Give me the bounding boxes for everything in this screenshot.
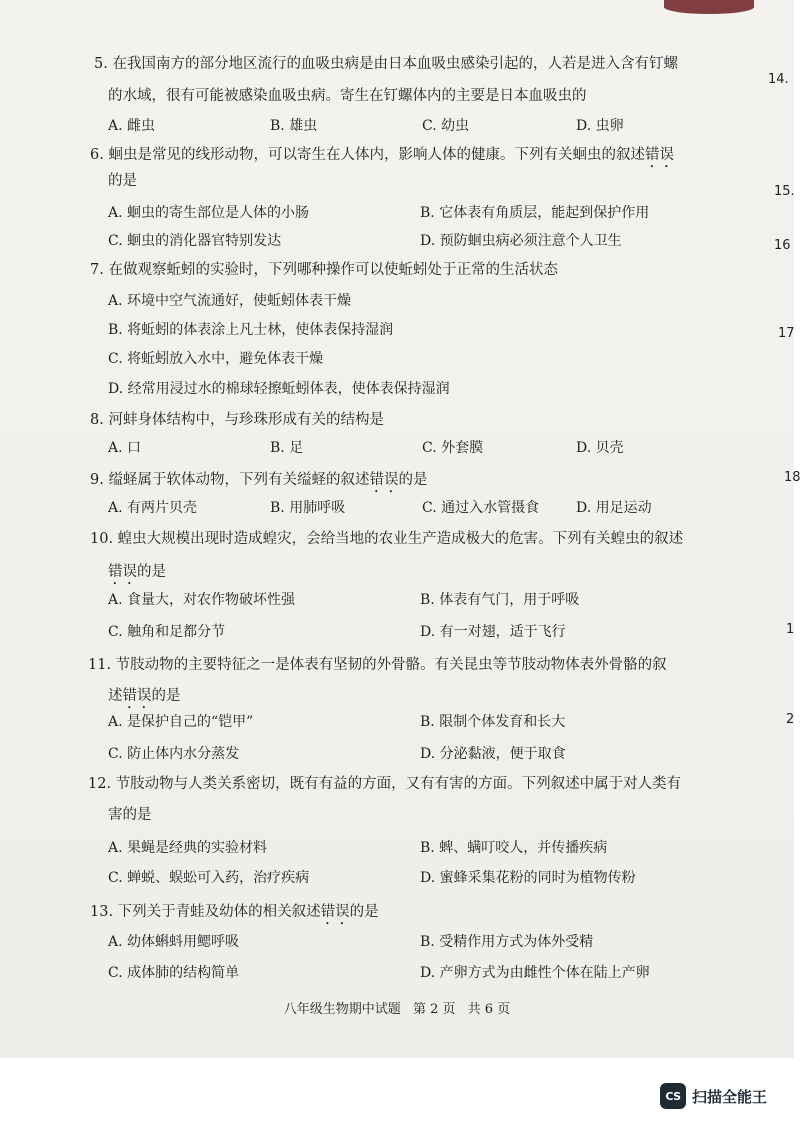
stem-text: 13. 下列关于青蛙及幼体的相关叙述 — [90, 904, 321, 920]
answer-option: B. 用肺呼吸 — [270, 500, 346, 516]
answer-option: D. 蜜蜂采集花粉的同时为植物传粉 — [420, 870, 636, 886]
answer-option: B. 足 — [270, 440, 304, 456]
top-edge-mark — [664, 0, 754, 14]
answer-option: C. 蛔虫的消化器官特别发达 — [108, 233, 282, 249]
emphasis-text: 错误 — [320, 904, 350, 920]
question-stem-line — [88, 655, 667, 675]
camscanner-logo-icon: CS — [660, 1083, 686, 1109]
answer-option: D. 经常用浸过水的棉球轻擦蚯蚓体表，使体表保持湿润 — [108, 381, 450, 397]
answer-option: C. 将蚯蚓放入水中，避免体表干燥 — [108, 351, 324, 367]
cutoff-question-number: 1 — [786, 622, 795, 637]
answer-option: B. 雄虫 — [270, 118, 318, 134]
answer-option: B. 体表有气门，用于呼吸 — [420, 592, 580, 608]
answer-option: A. 雌虫 — [108, 118, 156, 134]
answer-option: D. 用足运动 — [576, 500, 652, 516]
cutoff-question-number: 18 — [784, 470, 801, 485]
answer-option: C. 触角和足都分节 — [108, 624, 226, 640]
cutoff-question-number: 16 — [774, 238, 791, 253]
stem-text: 10. 蝗虫大规模出现时造成蝗灾，会给当地的农业生产造成极大的危害。下列有关蝗虫的叙述 — [90, 531, 684, 547]
cutoff-question-number: 14. — [768, 72, 789, 87]
emphasis-text: 错误 — [122, 688, 152, 704]
emphasis-text: 错误 — [108, 564, 137, 580]
scanner-watermark — [660, 1083, 767, 1109]
stem-text: 的是 — [108, 173, 137, 189]
answer-option: B. 将蚯蚓的体表涂上凡士林，使体表保持湿润 — [108, 322, 394, 338]
stem-text: 的是 — [398, 472, 428, 488]
stem-text: 9. 缢蛏属于软体动物，下列有关缢蛏的叙述 — [90, 472, 370, 488]
stem-text: 8. 河蚌身体结构中，与珍珠形成有关的结构是 — [90, 412, 384, 428]
cutoff-question-number: 17 — [778, 326, 795, 341]
answer-option: A. 食量大，对农作物破坏性强 — [108, 592, 296, 608]
stem-text: 的水域，很有可能被感染血吸虫病。寄生在钉螺体内的主要是日本血吸虫的 — [108, 88, 587, 104]
answer-option: A. 是保护自己的“铠甲” — [108, 714, 254, 730]
emphasis-text: 错误 — [644, 147, 674, 163]
answer-option: C. 蝉蜕、蜈蚣可入药，治疗疾病 — [108, 870, 310, 886]
stem-text: 述 — [108, 688, 123, 704]
answer-option: D. 产卵方式为由雌性个体在陆上产卵 — [420, 965, 650, 981]
stem-text: 的是 — [151, 688, 181, 704]
question-stem-line — [108, 562, 166, 588]
footer-page-number: 第 2 页 — [412, 1002, 456, 1017]
answer-option: B. 受精作用方式为体外受精 — [420, 934, 594, 950]
question-stem-line — [90, 410, 384, 430]
cutoff-question-number: 2 — [786, 712, 795, 727]
stem-text: 5. 在我国南方的部分地区流行的血吸虫病是由日本血吸虫感染引起的，人若是进入含有钉螺 — [94, 56, 678, 72]
answer-option: D. 有一对翅，适于飞行 — [420, 624, 566, 640]
camscanner-name: 扫描全能王 — [692, 1087, 768, 1106]
answer-option: D. 预防蛔虫病必须注意个人卫生 — [420, 233, 622, 249]
answer-option: C. 外套膜 — [422, 440, 484, 456]
answer-option: C. 防止体内水分蒸发 — [108, 746, 240, 762]
footer-total-pages: 共 6 页 — [467, 1002, 511, 1017]
question-stem-line — [90, 529, 683, 549]
answer-option: C. 通过入水管摄食 — [422, 500, 540, 516]
page-footer — [0, 998, 794, 1017]
answer-option: A. 环境中空气流通好，使蚯蚓体表干燥 — [108, 293, 352, 309]
stem-text: 的是 — [137, 564, 166, 580]
emphasis-text: 错误 — [369, 472, 399, 488]
question-stem-line — [94, 54, 678, 74]
stem-text: 11. 节肢动物的主要特征之一是体表有坚韧的外骨骼。有关昆虫等节肢动物体表外骨骼的叙 — [88, 657, 667, 673]
question-stem-line — [108, 86, 587, 106]
answer-option: C. 幼虫 — [422, 118, 470, 134]
answer-option: D. 分泌黏液，便于取食 — [420, 746, 566, 762]
question-stem-line — [90, 470, 427, 496]
answer-option: D. 虫卵 — [576, 118, 624, 134]
answer-option: C. 成体肺的结构简单 — [108, 965, 240, 981]
answer-option: B. 它体表有角质层，能起到保护作用 — [420, 205, 650, 221]
stem-text: 6. 蛔虫是常见的线形动物，可以寄生在人体内，影响人体的健康。下列有关蛔虫的叙述 — [90, 147, 645, 163]
answer-option: B. 蜱、螨叮咬人，并传播疾病 — [420, 840, 608, 856]
answer-option: A. 幼体蝌蚪用鳃呼吸 — [108, 934, 240, 950]
answer-option: A. 果蝇是经典的实验材料 — [108, 840, 268, 856]
question-stem-line — [108, 171, 137, 191]
question-stem-line — [90, 902, 379, 928]
stem-text: 12. 节肢动物与人类关系密切，既有有益的方面，又有有害的方面。下列叙述中属于对人类有 — [88, 776, 682, 792]
cutoff-question-number: 15. — [774, 184, 795, 199]
question-stem-line — [108, 686, 181, 712]
stem-text: 的是 — [349, 904, 379, 920]
answer-option: A. 口 — [108, 440, 142, 456]
stem-text: 7. 在做观察蚯蚓的实验时，下列哪种操作可以使蚯蚓处于正常的生活状态 — [90, 262, 558, 278]
answer-option: A. 有两片贝壳 — [108, 500, 198, 516]
question-stem-line — [108, 805, 152, 825]
footer-exam-title: 八年级生物期中试题 — [283, 1002, 401, 1017]
question-stem-line — [88, 774, 681, 794]
answer-option: A. 蛔虫的寄生部位是人体的小肠 — [108, 205, 310, 221]
stem-text: 害的是 — [108, 807, 152, 823]
answer-option: B. 限制个体发育和长大 — [420, 714, 566, 730]
question-stem-line — [90, 145, 674, 171]
answer-option: D. 贝壳 — [576, 440, 624, 456]
question-stem-line — [90, 260, 558, 280]
